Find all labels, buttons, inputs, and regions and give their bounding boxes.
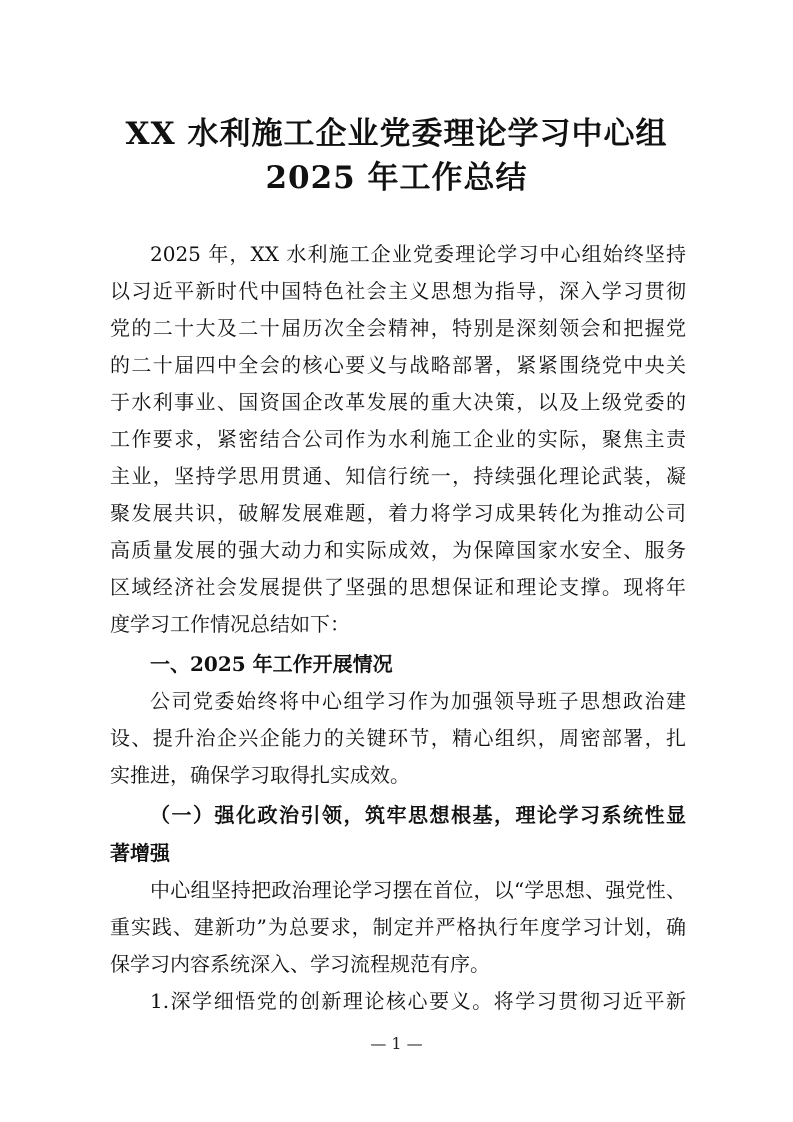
- item-line: 1.深学细悟党的创新理论核心要义。将学习贯彻习近平新: [150, 989, 686, 1013]
- subsection-para-line: 保学习内容系统深入、学习流程规范有序。: [110, 952, 490, 976]
- intro-line: 区域经济社会发展提供了坚强的思想保证和理论支撑。现将年: [110, 575, 686, 599]
- intro-line: 度学习工作情况总结如下：: [110, 612, 350, 636]
- intro-line: 的二十届四中全会的核心要义与战略部署，紧紧围绕党中央关: [110, 353, 686, 377]
- intro-line: 党的二十大及二十届历次全会精神，特别是深刻领会和把握党: [110, 316, 686, 340]
- intro-line: 2025 年，XX 水利施工企业党委理论学习中心组始终坚持: [150, 242, 686, 266]
- subsection-heading-line: （一）强化政治引领，筑牢思想根基，理论学习系统性显: [150, 803, 686, 827]
- section-heading: 一、2025 年工作开展情况: [150, 652, 393, 676]
- section-para-line: 公司党委始终将中心组学习作为加强领导班子思想政治建: [150, 689, 686, 713]
- intro-line: 高质量发展的强大动力和实际成效，为保障国家水安全、服务: [110, 538, 686, 562]
- subsection-para-line: 中心组坚持把政治理论学习摆在首位，以“学思想、强党性、: [150, 878, 686, 902]
- section-para-line: 设、提升治企兴企能力的关键环节，精心组织，周密部署，扎: [110, 726, 686, 750]
- subsection-para-line: 重实践、建新功”为总要求，制定并严格执行年度学习计划，确: [110, 915, 686, 939]
- document-title-line-1: XX 水利施工企业党委理论学习中心组: [125, 116, 668, 152]
- document-title-line-2: 2025 年工作总结: [265, 160, 528, 196]
- intro-line: 主业，坚持学思用贯通、知信行统一，持续强化理论武装，凝: [110, 464, 686, 488]
- intro-line: 聚发展共识，破解发展难题，着力将学习成果转化为推动公司: [110, 501, 686, 525]
- intro-line: 以习近平新时代中国特色社会主义思想为指导，深入学习贯彻: [110, 279, 686, 303]
- intro-line: 工作要求，紧密结合公司作为水利施工企业的实际，聚焦主责: [110, 427, 686, 451]
- page-number: — 1 —: [370, 1034, 423, 1053]
- section-para-line: 实推进，确保学习取得扎实成效。: [110, 763, 410, 787]
- intro-line: 于水利事业、国资国企改革发展的重大决策，以及上级党委的: [110, 390, 686, 414]
- subsection-heading-line: 著增强: [110, 841, 170, 865]
